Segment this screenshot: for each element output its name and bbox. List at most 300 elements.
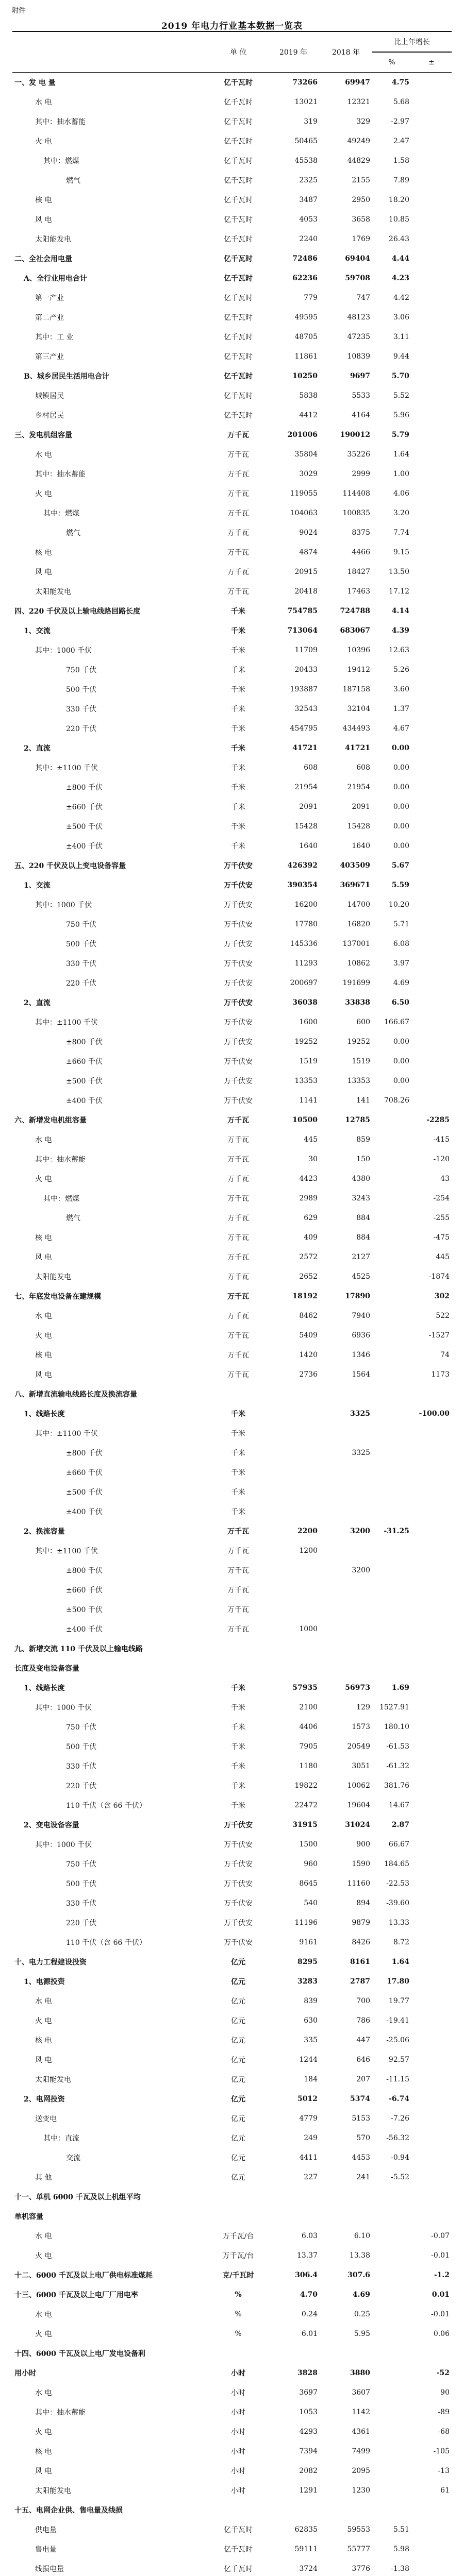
row-growth-pm: -0.07	[431, 2232, 450, 2240]
table-row	[12, 2050, 452, 2070]
row-growth-pct: 1.69	[391, 1684, 409, 1692]
row-label: 核 电	[35, 2448, 52, 2456]
row-value-2019: 3724	[299, 2565, 318, 2573]
table-row	[12, 1482, 452, 1502]
row-growth-pct: 10.20	[388, 901, 409, 909]
row-value-2019: 9161	[299, 1938, 318, 1946]
row-unit: 万千瓦	[227, 1116, 249, 1125]
row-label: 太阳能发电	[35, 235, 71, 244]
row-growth-pm	[411, 386, 452, 405]
row-growth-pm	[411, 1639, 452, 1658]
table-row	[12, 1365, 452, 1384]
row-value-2018: 41721	[345, 744, 370, 752]
row-value-2018: 1640	[352, 842, 370, 850]
row-value-2018: 69404	[345, 255, 370, 263]
row-value-2019: 3697	[299, 2388, 318, 2397]
table-row	[12, 1286, 452, 1306]
row-label: 水 电	[35, 2389, 52, 2397]
row-label: 核 电	[35, 1351, 52, 1360]
row-growth-pct	[372, 2265, 411, 2285]
row-growth-pm	[411, 1933, 452, 1952]
row-label: 750 千伏	[66, 666, 97, 674]
header-row	[12, 31, 452, 52]
row-growth-pm	[411, 1521, 452, 1541]
row-growth-pct: 3.20	[393, 509, 409, 517]
row-value-2019: 184	[304, 2075, 318, 2083]
row-unit: 万千瓦	[227, 1547, 249, 1555]
row-growth-pm	[411, 249, 452, 268]
row-growth-pct: 3.06	[393, 313, 409, 321]
row-value-2018: 114408	[342, 489, 370, 498]
row-growth-pm: 445	[436, 1253, 450, 1261]
row-value-2019: 19822	[294, 1782, 318, 1790]
row-value-2019: 1500	[299, 1840, 318, 1849]
row-value-2019: 227	[304, 2173, 318, 2181]
row-unit: 亿元	[231, 2095, 245, 2104]
row-growth-pct: -19.41	[386, 2016, 409, 2025]
row-unit: 万千瓦	[227, 549, 249, 557]
row-growth-pct: 4.67	[393, 724, 409, 733]
table-row	[12, 1443, 452, 1463]
row-unit: 千米	[231, 1802, 245, 1810]
row-value-2019: 6.03	[301, 2232, 318, 2240]
row-unit: 亿千瓦时	[224, 2546, 253, 2554]
row-value-2018: 100835	[342, 509, 370, 517]
row-growth-pct: 5.96	[393, 411, 409, 419]
row-growth-pct: 12.63	[388, 646, 409, 654]
row-growth-pct: 4.39	[391, 626, 409, 635]
row-growth-pct: -11.15	[386, 2075, 409, 2083]
table-row	[12, 1169, 452, 1189]
row-growth-pm	[411, 1658, 452, 1678]
row-value-2018: 59553	[347, 2526, 370, 2534]
row-value-2018: 3776	[352, 2565, 370, 2573]
row-value-2019: 11709	[294, 646, 318, 654]
row-label: ±660 千伏	[66, 1469, 103, 1477]
row-unit: 亿千瓦时	[224, 314, 253, 322]
row-value-2019: 30	[308, 1155, 318, 1163]
row-growth-pct	[372, 1463, 411, 1482]
table-row	[12, 1502, 452, 1521]
row-unit: 亿千瓦时	[224, 196, 253, 205]
table-row	[12, 405, 452, 425]
row-unit: 小时	[231, 2487, 245, 2495]
table-row	[12, 210, 452, 229]
row-growth-pm	[411, 914, 452, 934]
row-growth-pm	[411, 151, 452, 171]
row-value-2018: 19252	[347, 1038, 370, 1046]
row-growth-pct: 4.69	[393, 979, 409, 987]
row-growth-pct	[372, 1149, 411, 1169]
row-growth-pm	[411, 1717, 452, 1737]
row-label: 火 电	[35, 138, 52, 146]
row-growth-pct: -31.25	[384, 1527, 409, 1535]
row-unit: 千米	[231, 1704, 245, 1712]
row-unit: 万千瓦	[227, 510, 249, 518]
table-row	[12, 1972, 452, 1991]
row-growth-pct	[372, 2246, 411, 2265]
row-value-2018: 20549	[347, 1742, 370, 1751]
row-label: 用小时	[14, 2369, 36, 2378]
table-row	[12, 2148, 452, 2167]
row-growth-pct: 1.00	[393, 470, 409, 478]
table-row	[12, 895, 452, 914]
row-label: 500 千伏	[66, 1880, 97, 1888]
table-row	[12, 1580, 452, 1600]
row-value-2018: 241	[356, 2173, 370, 2181]
row-label: 火 电	[35, 1332, 52, 1340]
row-value-2018: 129	[356, 1703, 370, 1711]
table-row	[12, 1423, 452, 1443]
row-label: 太阳能发电	[35, 2076, 71, 2084]
row-value-2019: 3487	[299, 196, 318, 204]
table-row	[12, 1658, 452, 1678]
row-growth-pm	[411, 1756, 452, 1776]
row-label: 第一产业	[35, 294, 64, 302]
row-value-2019: 73266	[292, 78, 318, 87]
row-growth-pm: -68	[438, 2428, 450, 2436]
row-value-2019: 193887	[290, 685, 318, 693]
table-row	[12, 1952, 452, 1972]
row-value-2018: 14700	[347, 901, 370, 909]
row-value-2018: 16820	[347, 920, 370, 928]
row-value-2018: 307.6	[347, 2271, 370, 2279]
row-label: 其中：燃煤	[43, 510, 79, 518]
row-label: 售电量	[35, 2546, 57, 2554]
row-growth-pct: 18.20	[388, 196, 409, 204]
header-pct: %	[372, 52, 411, 73]
row-value-2018: 600	[356, 1018, 370, 1026]
row-growth-pct: 5.79	[391, 431, 409, 439]
row-label: 220 千伏	[66, 725, 97, 733]
row-growth-pm	[411, 680, 452, 699]
row-growth-pm	[411, 92, 452, 112]
row-value-2019	[267, 1561, 320, 1580]
row-unit: 亿元	[231, 2076, 245, 2084]
row-growth-pm	[411, 1091, 452, 1110]
row-value-2019: 145336	[290, 940, 318, 948]
header-2019: 2019 年	[267, 31, 320, 73]
row-value-2019: 1053	[299, 2408, 318, 2416]
row-value-2019: 3029	[299, 470, 318, 478]
row-value-2019: 3828	[297, 2369, 318, 2377]
row-growth-pm	[411, 1502, 452, 1521]
row-growth-pm: 0.06	[433, 2330, 450, 2338]
row-unit	[209, 1384, 267, 1404]
row-growth-pm	[411, 464, 452, 484]
row-value-2019: 426392	[287, 861, 318, 870]
row-growth-pct: 1.64	[391, 1958, 409, 1966]
row-growth-pm: -89	[438, 2408, 450, 2416]
row-unit: 万千伏安	[224, 1919, 253, 1927]
row-value-2019: 50465	[294, 137, 318, 145]
row-label: 第三产业	[35, 353, 64, 361]
row-growth-pm	[411, 229, 452, 249]
row-growth-pct: 0.00	[393, 822, 409, 831]
row-growth-pct	[372, 1482, 411, 1502]
row-label: 其中：±1100 千伏	[35, 1019, 98, 1027]
row-unit: 万千伏安	[224, 882, 253, 890]
row-growth-pm	[411, 1600, 452, 1619]
row-growth-pct	[372, 1326, 411, 1345]
row-growth-pm: 1173	[431, 1370, 450, 1379]
row-unit: 亿千瓦时	[224, 2565, 253, 2573]
table-row	[12, 503, 452, 523]
table-row	[12, 2363, 452, 2383]
row-value-2018: 21954	[347, 783, 370, 791]
row-unit: 万千伏安	[224, 1821, 253, 1829]
row-value-2019	[267, 1463, 320, 1482]
row-unit: 万千伏安	[224, 1860, 253, 1869]
row-growth-pm: 74	[440, 1351, 450, 1359]
row-value-2019: 72486	[292, 255, 318, 263]
row-unit: 千米	[231, 744, 245, 753]
row-label: 十四、6000 千瓦及以上电厂发电设备利	[14, 2350, 145, 2358]
table-row	[12, 1228, 452, 1247]
row-value-2019	[267, 2344, 320, 2363]
row-growth-pct: -7.26	[391, 2114, 409, 2123]
row-growth-pm	[411, 1071, 452, 1091]
row-unit: 万千瓦	[227, 1567, 249, 1575]
row-growth-pm	[411, 484, 452, 503]
row-value-2019	[267, 1443, 320, 1463]
table-row	[12, 1933, 452, 1952]
row-value-2018: 59708	[345, 274, 370, 282]
row-value-2019: 8295	[297, 1958, 318, 1966]
row-label: 十五、电网企业供、售电量及线损	[14, 2506, 123, 2515]
row-value-2019: 779	[304, 294, 318, 302]
row-label: 330 千伏	[66, 1762, 97, 1771]
row-value-2018: 55777	[347, 2545, 370, 2553]
row-label: 核 电	[35, 1234, 52, 1242]
row-value-2018: 403509	[340, 861, 370, 870]
table-row	[12, 386, 452, 405]
row-value-2018: 8426	[352, 1938, 370, 1946]
table-row	[12, 112, 452, 131]
table-row	[12, 582, 452, 601]
row-value-2018: 56973	[345, 1684, 370, 1692]
row-value-2019: 2325	[299, 176, 318, 184]
row-growth-pct: -22.53	[386, 1879, 409, 1888]
row-value-2018: 894	[356, 1899, 370, 1907]
row-value-2018: 19412	[347, 666, 370, 674]
row-value-2019: 62236	[292, 274, 318, 282]
row-value-2018: 2787	[350, 1977, 370, 1986]
row-growth-pm	[411, 2030, 452, 2050]
row-growth-pct: 9.15	[393, 548, 409, 556]
row-label: 核 电	[35, 196, 52, 205]
table-row	[12, 2383, 452, 2402]
row-value-2018: 4380	[352, 1175, 370, 1183]
row-label: 110 千伏（含 66 千伏）	[66, 1939, 146, 1947]
row-unit: 万千伏安	[224, 1077, 253, 1086]
row-value-2019	[267, 1423, 320, 1443]
table-row	[12, 1091, 452, 1110]
row-value-2018: 683067	[340, 626, 370, 635]
row-label: 其中：抽水蓄能	[35, 2409, 86, 2417]
row-growth-pct: 19.77	[388, 1997, 409, 2005]
row-label: 城镇居民	[35, 392, 64, 400]
row-label: 500 千伏	[66, 940, 97, 948]
row-value-2019: 5012	[297, 2095, 318, 2103]
header-unit: 单 位	[209, 31, 267, 73]
row-value-2018	[320, 1541, 372, 1561]
row-growth-pm	[411, 777, 452, 797]
row-label: 2、直流	[24, 999, 51, 1007]
row-growth-pct	[372, 2383, 411, 2402]
row-unit: %	[235, 2291, 242, 2299]
row-label: ±800 千伏	[66, 1449, 103, 1458]
row-growth-pct	[372, 2187, 411, 2207]
row-unit: 万千瓦	[227, 1332, 249, 1340]
row-growth-pct: 180.10	[384, 1723, 409, 1731]
row-value-2018: 570	[356, 2134, 370, 2142]
row-growth-pm	[411, 1482, 452, 1502]
row-unit: 万千伏安	[224, 999, 253, 1007]
row-value-2018	[320, 2500, 372, 2520]
table-row	[12, 758, 452, 777]
row-value-2019: 4423	[299, 1175, 318, 1183]
row-label: 风 电	[35, 2467, 52, 2476]
row-unit: 万千伏安	[224, 1900, 253, 1908]
row-value-2018	[320, 2344, 372, 2363]
row-unit: 千米	[231, 1743, 245, 1751]
row-label: 其中：1000 千伏	[35, 1704, 92, 1712]
row-value-2018: 10396	[347, 646, 370, 654]
row-growth-pm	[411, 2011, 452, 2030]
row-growth-pm	[411, 1384, 452, 1404]
row-unit: 小时	[231, 2389, 245, 2397]
row-growth-pm	[411, 2109, 452, 2128]
table-body	[12, 73, 452, 2576]
row-value-2019: 4.70	[300, 2291, 318, 2299]
table-row	[12, 1893, 452, 1913]
row-label: 火 电	[35, 2252, 52, 2260]
table-row	[12, 445, 452, 464]
row-growth-pct: 4.44	[391, 255, 409, 263]
row-unit: 亿千瓦时	[224, 235, 253, 244]
row-value-2018: 6.10	[354, 2232, 370, 2240]
row-value-2018: 10062	[347, 1782, 370, 1790]
row-growth-pm: -100.00	[419, 1410, 450, 1418]
row-unit: 亿千瓦时	[224, 216, 253, 224]
row-growth-pct	[372, 1286, 411, 1306]
row-label: ±400 千伏	[66, 1508, 103, 1516]
table-row	[12, 680, 452, 699]
row-value-2018: 4164	[352, 411, 370, 419]
table-row	[12, 1208, 452, 1228]
row-label: 风 电	[35, 1371, 52, 1379]
row-value-2018: 646	[356, 2056, 370, 2064]
row-value-2019: 2082	[299, 2467, 318, 2475]
row-unit: 亿千瓦时	[224, 353, 253, 361]
row-growth-pm	[411, 1463, 452, 1482]
row-value-2019: 19252	[294, 1038, 318, 1046]
row-label: 其中：燃煤	[43, 1195, 79, 1203]
row-growth-pct	[372, 2207, 411, 2226]
row-growth-pct: -25.06	[386, 2036, 409, 2044]
row-value-2018: 4.69	[352, 2291, 370, 2299]
row-growth-pm	[411, 738, 452, 758]
table-row	[12, 2070, 452, 2089]
row-value-2018: 3658	[352, 215, 370, 224]
row-growth-pm: 522	[436, 1312, 450, 1320]
row-value-2018: 2999	[352, 470, 370, 478]
row-value-2019: 22472	[294, 1801, 318, 1809]
row-unit: 千米	[231, 1508, 245, 1516]
row-value-2018: 7499	[352, 2447, 370, 2455]
row-value-2019: 13353	[294, 1077, 318, 1085]
row-unit: 亿元	[231, 1958, 245, 1967]
row-value-2019: 540	[304, 1899, 318, 1907]
row-label: 太阳能发电	[35, 1273, 71, 1281]
row-value-2019: 8645	[299, 1879, 318, 1888]
row-label: ±400 千伏	[66, 1097, 103, 1105]
row-value-2018: 884	[356, 1233, 370, 1242]
row-growth-pm: -0.01	[431, 2251, 450, 2260]
row-growth-pct: 184.65	[384, 1860, 409, 1868]
row-value-2018: 2127	[352, 1253, 370, 1261]
row-value-2019	[267, 1600, 320, 1619]
row-growth-pm	[411, 1737, 452, 1756]
row-growth-pct: 0.00	[393, 1077, 409, 1085]
row-unit: 克/千瓦时	[222, 2272, 254, 2280]
row-label: 其中：±1100 千伏	[35, 764, 98, 772]
row-value-2018: 2155	[352, 176, 370, 184]
attachment-label: 附件	[11, 7, 26, 15]
row-growth-pm	[411, 1952, 452, 1972]
row-label: 750 千伏	[66, 921, 97, 929]
row-label: 水 电	[35, 2311, 52, 2319]
row-unit: 万千伏安	[224, 1019, 253, 1027]
row-growth-pm	[411, 425, 452, 445]
row-unit: 万千伏安	[224, 940, 253, 948]
row-growth-pct: 5.51	[393, 2526, 409, 2534]
row-growth-pm	[411, 2128, 452, 2148]
table-row	[12, 2109, 452, 2128]
row-growth-pm	[411, 856, 452, 875]
row-label: 500 千伏	[66, 686, 97, 694]
row-growth-pm	[411, 131, 452, 151]
row-value-2018	[320, 1600, 372, 1619]
row-growth-pm: -0.01	[431, 2310, 450, 2318]
table-row	[12, 1463, 452, 1482]
row-value-2019: 11293	[294, 959, 318, 968]
table-row	[12, 2324, 452, 2344]
row-growth-pct	[372, 1130, 411, 1149]
row-unit: 亿千瓦时	[224, 294, 253, 302]
row-label: 核 电	[35, 549, 52, 557]
row-growth-pm: -2285	[426, 1116, 450, 1124]
table-row	[12, 2402, 452, 2422]
row-label: 水 电	[35, 451, 52, 459]
row-growth-pm	[411, 1893, 452, 1913]
table-row	[12, 2167, 452, 2187]
row-growth-pm: -1874	[428, 1273, 450, 1281]
row-label: 330 千伏	[66, 960, 97, 968]
row-value-2019: 9024	[299, 529, 318, 537]
row-growth-pm	[411, 817, 452, 836]
row-label: 2、电网投资	[24, 2095, 65, 2104]
table-row	[12, 856, 452, 875]
table-row	[12, 1345, 452, 1365]
table-row	[12, 2481, 452, 2500]
row-label: 风 电	[35, 2056, 52, 2064]
row-value-2019: 4053	[299, 215, 318, 224]
table-row	[12, 2246, 452, 2265]
row-unit: 千米	[231, 1762, 245, 1771]
row-label: 其中：燃煤	[43, 157, 79, 165]
